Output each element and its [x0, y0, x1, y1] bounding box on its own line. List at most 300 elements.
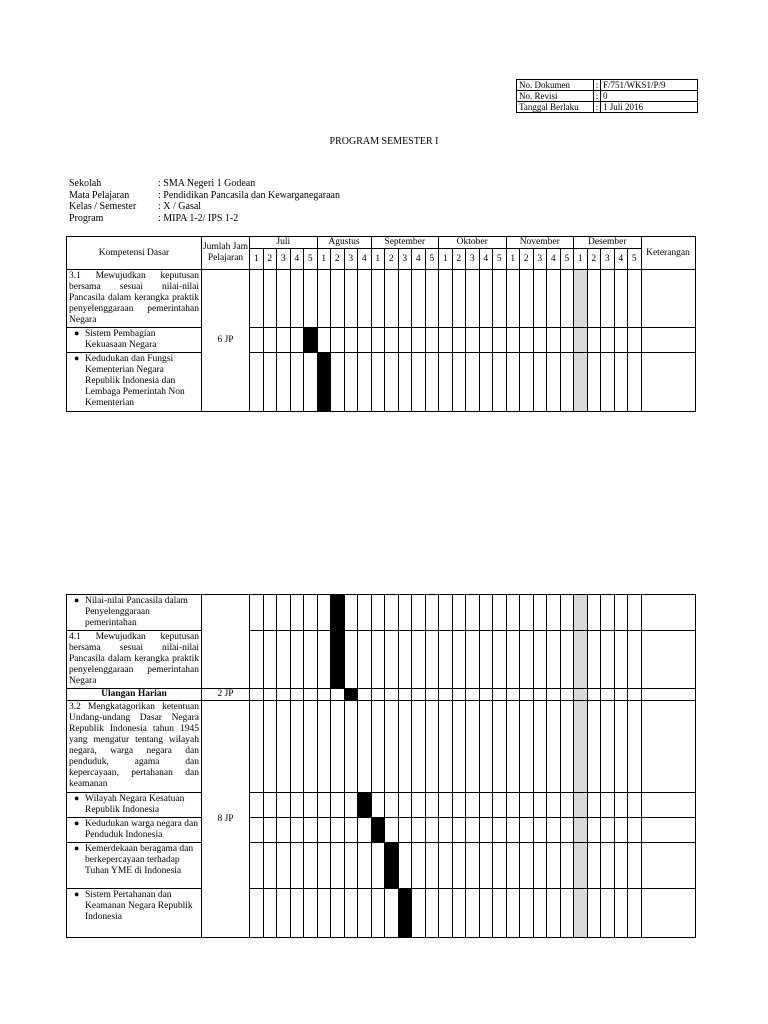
week-cell [398, 595, 412, 631]
week-cell [277, 328, 291, 353]
week-cell [412, 328, 426, 353]
week-cell [533, 793, 547, 818]
kd-bullet-text: Sistem Pembagian Kekuasaan Negara [85, 329, 157, 350]
week-cell [628, 353, 642, 412]
week-cell [452, 689, 466, 701]
week-cell [290, 889, 304, 938]
week-cell [439, 328, 453, 353]
week-cell [479, 328, 493, 353]
week-cell [587, 631, 601, 689]
week-cell [520, 843, 534, 889]
week-cell [412, 631, 426, 689]
week-cell [587, 595, 601, 631]
week-cell [506, 270, 520, 328]
header-week-number: 4 [412, 249, 426, 270]
week-cell [587, 353, 601, 412]
week-cell [344, 889, 358, 938]
week-cell [290, 595, 304, 631]
week-cell [250, 353, 264, 412]
week-cell [358, 889, 372, 938]
week-cell [250, 701, 264, 793]
week-cell [628, 843, 642, 889]
week-cell [560, 889, 574, 938]
kd-cell [67, 818, 202, 843]
week-cell [317, 843, 331, 889]
week-cell [425, 328, 439, 353]
week-cell [574, 818, 588, 843]
header-week-number: 3 [277, 249, 291, 270]
week-cell [358, 631, 372, 689]
week-cell [385, 328, 399, 353]
jp-cell: 2 JP [202, 689, 250, 701]
week-cell [263, 353, 277, 412]
week-cell [479, 270, 493, 328]
week-cell [277, 818, 291, 843]
week-cell [479, 889, 493, 938]
kd-bullet-item [67, 328, 201, 352]
week-cell [250, 793, 264, 818]
week-cell [344, 793, 358, 818]
week-cell [412, 270, 426, 328]
week-cell [614, 843, 628, 889]
week-cell [385, 818, 399, 843]
week-cell [560, 793, 574, 818]
week-cell [277, 701, 291, 793]
schedule-row [67, 328, 696, 353]
week-cell [277, 595, 291, 631]
schedule-mark [398, 889, 412, 938]
week-cell [533, 701, 547, 793]
header-week-number: 2 [587, 249, 601, 270]
bullet-icon: ● [74, 843, 80, 853]
week-cell [263, 689, 277, 701]
week-cell [398, 270, 412, 328]
week-cell [547, 270, 561, 328]
week-cell [277, 353, 291, 412]
week-cell [398, 353, 412, 412]
kd-cell [67, 843, 202, 889]
week-cell [263, 793, 277, 818]
kd-cell [67, 793, 202, 818]
week-cell [560, 701, 574, 793]
doc-info-label: No. Dokumen [517, 80, 594, 91]
doc-info-colon: : [594, 102, 601, 113]
week-cell [412, 818, 426, 843]
week-cell [466, 328, 480, 353]
week-cell [385, 689, 399, 701]
week-cell [614, 595, 628, 631]
week-cell [398, 843, 412, 889]
week-cell [385, 889, 399, 938]
header-month: September [371, 237, 439, 249]
week-cell [263, 889, 277, 938]
week-cell [493, 631, 507, 689]
header-week-number: 1 [250, 249, 264, 270]
header-week-number: 5 [560, 249, 574, 270]
week-cell [304, 818, 318, 843]
week-cell [250, 328, 264, 353]
header-row [67, 237, 696, 249]
header-week-number: 3 [601, 249, 615, 270]
week-cell [479, 818, 493, 843]
week-cell [533, 889, 547, 938]
week-cell [304, 270, 318, 328]
week-cell [385, 631, 399, 689]
week-cell [628, 631, 642, 689]
week-cell [560, 631, 574, 689]
week-cell [628, 701, 642, 793]
week-cell [412, 889, 426, 938]
keterangan-cell [641, 843, 695, 889]
schedule-row [67, 889, 696, 938]
header-week-number: 5 [628, 249, 642, 270]
week-cell [533, 353, 547, 412]
week-cell [547, 353, 561, 412]
week-cell [628, 328, 642, 353]
week-cell [533, 843, 547, 889]
week-cell [385, 270, 399, 328]
week-cell [317, 818, 331, 843]
week-cell [628, 793, 642, 818]
week-cell [290, 270, 304, 328]
week-cell [358, 595, 372, 631]
week-cell [614, 793, 628, 818]
week-cell [479, 353, 493, 412]
week-cell [520, 595, 534, 631]
week-cell [425, 689, 439, 701]
week-cell [317, 701, 331, 793]
week-cell [466, 818, 480, 843]
week-cell [331, 818, 345, 843]
week-cell [601, 353, 615, 412]
week-cell [304, 595, 318, 631]
week-cell [250, 595, 264, 631]
week-cell [412, 595, 426, 631]
week-cell [439, 701, 453, 793]
week-cell [277, 631, 291, 689]
week-cell [263, 818, 277, 843]
week-cell [601, 689, 615, 701]
week-cell [466, 353, 480, 412]
week-cell [547, 595, 561, 631]
week-cell [466, 270, 480, 328]
week-cell [520, 631, 534, 689]
header-week-number: 3 [466, 249, 480, 270]
week-cell [304, 701, 318, 793]
week-cell [277, 889, 291, 938]
doc-info-row [517, 91, 698, 102]
header-jumlah-jam: Jumlah Jam Pelajaran [202, 237, 250, 270]
kd-bullet-text: Wilayah Negara Kesatuan Republik Indonesia [85, 794, 185, 815]
kd-cell [67, 353, 202, 412]
header-week-number: 1 [574, 249, 588, 270]
week-cell [263, 328, 277, 353]
week-cell [263, 631, 277, 689]
week-cell [344, 701, 358, 793]
week-cell [493, 889, 507, 938]
week-cell [331, 889, 345, 938]
header-month: Oktober [439, 237, 507, 249]
week-cell [520, 689, 534, 701]
identity-label: Mata Pelajaran [69, 189, 130, 201]
identity-row [69, 213, 340, 225]
keterangan-cell [641, 353, 695, 412]
week-cell [277, 270, 291, 328]
schedule-row [67, 818, 696, 843]
keterangan-cell [641, 328, 695, 353]
week-cell [601, 631, 615, 689]
kd-cell [67, 631, 202, 689]
header-week-number: 5 [425, 249, 439, 270]
jp-cell: 6 JP [202, 270, 250, 412]
week-cell [317, 270, 331, 328]
kd-bullet-text: Sistem Pertahanan dan Keamanan Negara Republik Indonesia [85, 890, 193, 922]
week-cell [506, 353, 520, 412]
week-cell [452, 818, 466, 843]
week-cell [358, 843, 372, 889]
keterangan-cell [641, 631, 695, 689]
week-cell [601, 270, 615, 328]
week-cell [317, 328, 331, 353]
week-cell [506, 631, 520, 689]
schedule-mark [304, 328, 318, 353]
week-cell [587, 328, 601, 353]
week-cell [547, 793, 561, 818]
week-cell [493, 270, 507, 328]
week-cell [547, 328, 561, 353]
week-cell [479, 595, 493, 631]
week-cell [452, 793, 466, 818]
week-cell [344, 818, 358, 843]
identity-value: : MIPA 1-2/ IPS 1-2 [158, 212, 239, 224]
week-cell [574, 595, 588, 631]
week-cell [614, 889, 628, 938]
week-cell [493, 843, 507, 889]
week-cell [331, 328, 345, 353]
week-cell [250, 889, 264, 938]
kd-bullet-item [67, 843, 201, 878]
week-cell [317, 595, 331, 631]
week-cell [560, 818, 574, 843]
week-cell [493, 793, 507, 818]
week-cell [520, 818, 534, 843]
week-cell [425, 270, 439, 328]
week-cell [385, 353, 399, 412]
week-cell [263, 843, 277, 889]
week-cell [304, 689, 318, 701]
week-cell [560, 353, 574, 412]
week-cell [520, 701, 534, 793]
keterangan-cell [641, 701, 695, 793]
week-cell [506, 701, 520, 793]
week-cell [574, 328, 588, 353]
schedule-row [67, 353, 696, 412]
header-week-number: 3 [398, 249, 412, 270]
week-cell [614, 701, 628, 793]
week-cell [506, 689, 520, 701]
week-cell [493, 595, 507, 631]
week-cell [344, 631, 358, 689]
header-week-number: 4 [358, 249, 372, 270]
header-week-number: 2 [452, 249, 466, 270]
week-cell [479, 631, 493, 689]
week-cell [439, 595, 453, 631]
week-cell [358, 353, 372, 412]
week-cell [601, 595, 615, 631]
kd-bullet-text: Kedudukan dan Fungsi Kementerian Negara Republik Indonesia dan Lembaga Pemerintah Non Kementerian [85, 354, 185, 408]
week-cell [425, 595, 439, 631]
doc-info-label: Tanggal Berlaku [517, 102, 594, 113]
week-cell [560, 689, 574, 701]
week-cell [358, 701, 372, 793]
week-cell [587, 270, 601, 328]
kd-bullet-item [67, 353, 201, 410]
week-cell [263, 595, 277, 631]
week-cell [412, 689, 426, 701]
header-kompetensi-dasar: Kompetensi Dasar [67, 237, 202, 270]
document-info-table [516, 79, 698, 113]
header-keterangan: Keterangan [641, 237, 695, 270]
week-cell [520, 353, 534, 412]
week-cell [290, 701, 304, 793]
week-cell [574, 631, 588, 689]
schedule-row [67, 595, 696, 631]
week-cell [506, 328, 520, 353]
week-cell [587, 701, 601, 793]
week-cell [331, 843, 345, 889]
keterangan-cell [641, 595, 695, 631]
week-cell [466, 843, 480, 889]
week-cell [290, 818, 304, 843]
doc-info-value: 0 [601, 91, 698, 102]
doc-info-row [517, 80, 698, 91]
week-cell [628, 889, 642, 938]
week-cell [574, 270, 588, 328]
week-cell [290, 689, 304, 701]
kd-cell [67, 328, 202, 353]
doc-info-value: F/751/WKS1/P/9 [601, 80, 698, 91]
week-cell [263, 701, 277, 793]
bullet-icon: ● [74, 818, 80, 828]
week-cell [533, 818, 547, 843]
doc-info-colon: : [594, 80, 601, 91]
week-cell [587, 818, 601, 843]
week-cell [506, 818, 520, 843]
week-cell [277, 793, 291, 818]
week-cell [452, 889, 466, 938]
schedule-mark [385, 843, 399, 889]
kd-text: 4.1 Mewujudkan keputusan bersama sesuai nilai-nilai Pancasila dalam kerangka praktik penyelenggaraan pemerintahan Negara [69, 632, 199, 686]
identity-label: Sekolah [69, 178, 102, 189]
doc-info-colon: : [594, 91, 601, 102]
week-cell [263, 270, 277, 328]
kd-cell [67, 270, 202, 328]
week-cell [574, 843, 588, 889]
header-week-number: 4 [614, 249, 628, 270]
bullet-icon: ● [74, 793, 80, 803]
week-cell [398, 328, 412, 353]
week-cell [601, 701, 615, 793]
identity-value: : Pendidikan Pancasila dan Kewarganegaraan [158, 189, 340, 201]
week-cell [250, 843, 264, 889]
header-week-number: 4 [547, 249, 561, 270]
week-cell [493, 701, 507, 793]
week-cell [560, 843, 574, 889]
week-cell [439, 631, 453, 689]
week-cell [425, 353, 439, 412]
page-title: PROGRAM SEMESTER I [329, 136, 439, 147]
week-cell [547, 689, 561, 701]
week-cell [493, 818, 507, 843]
week-cell [628, 595, 642, 631]
week-cell [344, 328, 358, 353]
ulangan-harian-label: Ulangan Harian [101, 689, 167, 699]
week-cell [439, 689, 453, 701]
week-cell [290, 328, 304, 353]
identity-block [69, 178, 340, 224]
doc-info-row [517, 102, 698, 113]
kd-bullet-item [67, 793, 201, 817]
header-week-number: 2 [520, 249, 534, 270]
week-cell [425, 631, 439, 689]
week-cell [277, 689, 291, 701]
kd-text: 3.2 Mengkatagorikan ketentuan Undang-undang Dasar Negara Republik Indonesia tahun 1945 yang mengatur tentang wilayah negara, warga negara dan penduduk, agama dan kepercayaan, pertahanan dan keamanan [69, 702, 199, 789]
week-cell [398, 631, 412, 689]
kd-bullet-item [67, 595, 201, 630]
week-cell [371, 328, 385, 353]
week-cell [520, 328, 534, 353]
week-cell [425, 701, 439, 793]
schedule-row [67, 631, 696, 689]
week-cell [452, 701, 466, 793]
week-cell [290, 631, 304, 689]
week-cell [533, 689, 547, 701]
week-cell [520, 889, 534, 938]
bullet-icon: ● [74, 353, 80, 363]
week-cell [425, 818, 439, 843]
week-cell [317, 689, 331, 701]
week-cell [398, 818, 412, 843]
week-cell [560, 595, 574, 631]
week-cell [479, 793, 493, 818]
week-cell [614, 689, 628, 701]
week-cell [479, 689, 493, 701]
header-month: November [506, 237, 574, 249]
identity-row [69, 178, 340, 190]
schedule-mark [344, 689, 358, 701]
week-cell [412, 353, 426, 412]
week-cell [506, 843, 520, 889]
week-cell [587, 889, 601, 938]
header-week-number: 3 [533, 249, 547, 270]
week-cell [574, 793, 588, 818]
kd-cell [67, 595, 202, 631]
week-cell [493, 353, 507, 412]
header-week-number: 3 [344, 249, 358, 270]
week-cell [344, 843, 358, 889]
week-cell [493, 328, 507, 353]
week-cell [466, 701, 480, 793]
schedule-row [67, 843, 696, 889]
week-cell [493, 689, 507, 701]
header-month: Juli [250, 237, 318, 249]
week-cell [574, 353, 588, 412]
week-cell [439, 818, 453, 843]
keterangan-cell [641, 689, 695, 701]
week-cell [425, 843, 439, 889]
week-cell [614, 631, 628, 689]
schedule-row [67, 701, 696, 793]
